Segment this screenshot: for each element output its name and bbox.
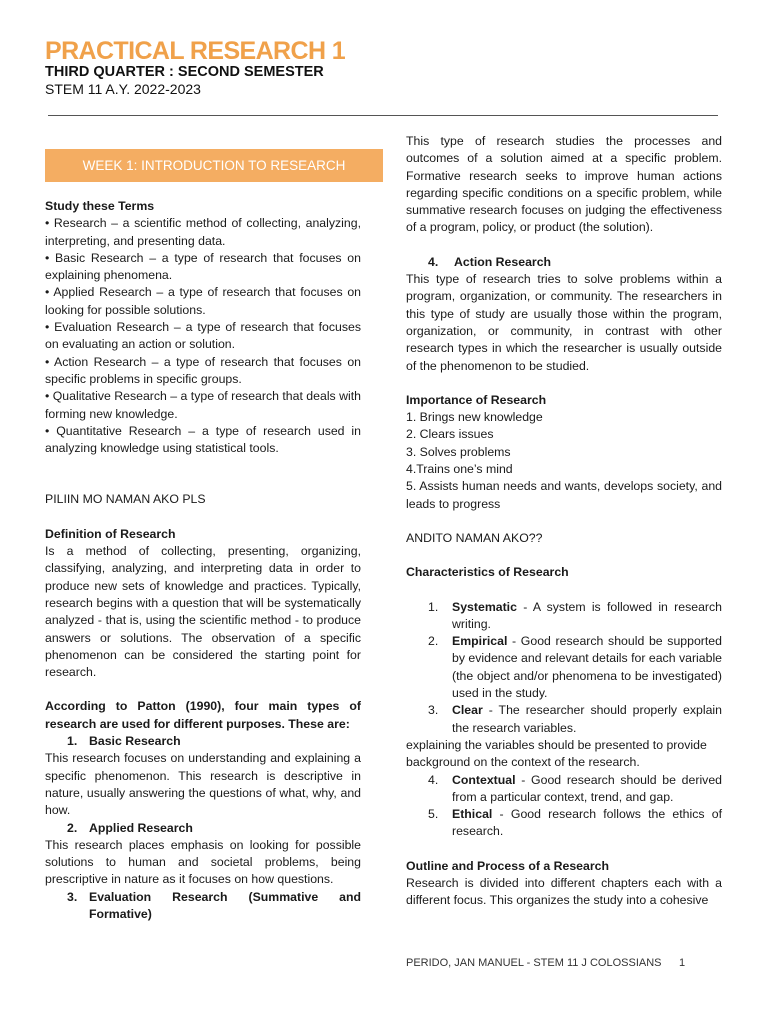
term-item: • Research – a scientific method of collecting, analyzing, interpreting, and presenting data.	[45, 216, 361, 248]
research-type-text: This research focuses on understanding and explaining a specific phenomenon. This research is descriptive in nature, usually answering the questions of what, why, and how.	[45, 751, 361, 818]
footer-author: PERIDO, JAN MANUEL - STEM 11 J COLOSSIANS	[406, 957, 662, 969]
research-type-item: 2. Applied Research	[45, 820, 361, 837]
research-type-name: Evaluation Research (Summative and Formative)	[89, 889, 361, 921]
importance-item: 5. Assists human needs and wants, develops society, and leads to progress	[406, 479, 722, 511]
header-divider	[48, 115, 718, 116]
term-item: • Qualitative Research – a type of research that deals with forming new knowledge.	[45, 389, 361, 421]
importance-heading: Importance of Research	[406, 392, 547, 407]
patton-heading: According to Patton (1990), four main types of research are used for different purposes. These are:	[45, 699, 361, 731]
characteristic-text: - Good research should be supported by evidence and relevant details for each variable (the object and/or phenomena to be investigated) used in the study.	[452, 634, 723, 701]
term-item: • Quantitative Research – a type of research used in analyzing knowledge using statistical tools.	[45, 423, 361, 456]
importance-item: 2. Clears issues	[406, 427, 494, 442]
characteristic-item: 2. Empirical - Good research should be supported by evidence and relevant details for each variable (the object and/or phenomena to be investigated) used in the study.	[428, 634, 723, 701]
definition-text: Is a method of collecting, presenting, organizing, classifying, analyzing, and interpreting data in order to produce new sets of knowledge and practices. Typically, research begins with a question that will be systematically analyzed - that is, using the scientific method - to produce answers or solutions. The observation of a specific phenomenon can be considered the starting point for research.	[45, 544, 361, 680]
interjected-text: explaining the variables should be presented to provide background on the context of the research.	[406, 737, 707, 770]
terms-heading: Study these Terms	[45, 199, 155, 213]
week-banner: WEEK 1: INTRODUCTION TO RESEARCH	[45, 149, 383, 182]
characteristic-text: - Good research follows the ethics of research.	[452, 807, 722, 839]
characteristic-item: 4. Contextual - Good research should be derived from a particular context, trend, and gap.	[428, 772, 722, 804]
characteristic-text: - A system is followed in research writing.	[452, 599, 722, 631]
left-note: PILIIN MO NAMAN AKO PLS	[45, 492, 206, 507]
research-type-name: Basic Research	[89, 734, 181, 749]
research-type-name: Applied Research	[89, 820, 193, 835]
research-type-item: 1. Basic Research	[45, 733, 361, 750]
characteristic-term: Empirical	[452, 634, 508, 649]
action-text: This type of research tries to solve problems within a program, organization, or community. The researchers in this type of study are usually those within the program, organization, or community, in contrast with other research types in which the researcher is usually outside of the phenomenon to be studied.	[406, 272, 722, 373]
research-type-name: Action Research	[454, 254, 552, 269]
right-column	[406, 133, 722, 910]
outline-text: Research is divided into different chapters each with a different focus. This organizes the study into a cohesive	[406, 875, 722, 908]
characteristic-item: 3. Clear - The researcher should properly explain the research variables.	[428, 703, 722, 735]
evaluation-text: This type of research studies the processes and outcomes of a solution aimed at a specific problem. Formative research seeks to improve human actions regarding specific conditions on a specific problem, while summative research focuses on judging the effectiveness of a program, policy, or product (the solution).	[406, 134, 722, 235]
characteristic-text: - The researcher should properly explain the research variables.	[452, 703, 722, 735]
importance-item: 1. Brings new knowledge	[406, 410, 543, 425]
term-item: • Basic Research – a type of research that focuses on explaining phenomena.	[45, 250, 361, 283]
term-item: • Action Research – a type of research that focuses on specific problems in specific groups.	[45, 354, 361, 386]
characteristic-term: Contextual	[452, 772, 516, 787]
research-type-item: 3. Evaluation Research (Summative and Formative)	[45, 889, 361, 924]
class-subtitle: STEM 11 A.Y. 2022-2023	[45, 81, 201, 97]
research-type-item: 4. Action Research	[406, 254, 722, 271]
definition-heading: Definition of Research	[45, 526, 176, 541]
page-title: PRACTICAL RESEARCH 1	[45, 37, 346, 65]
outline-heading: Outline and Process of a Research	[406, 858, 609, 873]
characteristic-term: Clear	[452, 703, 483, 718]
characteristic-item: 1. Systematic - A system is followed in research writing.	[428, 599, 722, 631]
page-number: 1	[679, 957, 686, 969]
characteristic-text: - Good research should be derived from a particular context, trend, and gap.	[452, 772, 722, 804]
term-item: • Applied Research – a type of research that focuses on looking for possible solutions.	[45, 285, 361, 317]
characteristic-item: 5. Ethical - Good research follows the ethics of research.	[428, 807, 722, 839]
quarter-subtitle: THIRD QUARTER : SECOND SEMESTER	[45, 64, 324, 80]
term-item: • Evaluation Research – a type of research that focuses on evaluating an action or solution.	[45, 320, 361, 352]
left-column	[45, 198, 361, 923]
characteristics-heading: Characteristics of Research	[406, 565, 569, 580]
characteristic-term: Systematic	[452, 599, 517, 614]
importance-item: 3. Solves problems	[406, 444, 511, 459]
right-note: ANDITO NAMAN AKO??	[406, 530, 543, 545]
research-type-text: This research places emphasis on looking for possible solutions to human and societal problems, being prescriptive in nature as it focuses on how questions.	[45, 837, 361, 887]
characteristic-term: Ethical	[452, 807, 493, 822]
importance-item: 4.Trains one’s mind	[406, 462, 513, 477]
